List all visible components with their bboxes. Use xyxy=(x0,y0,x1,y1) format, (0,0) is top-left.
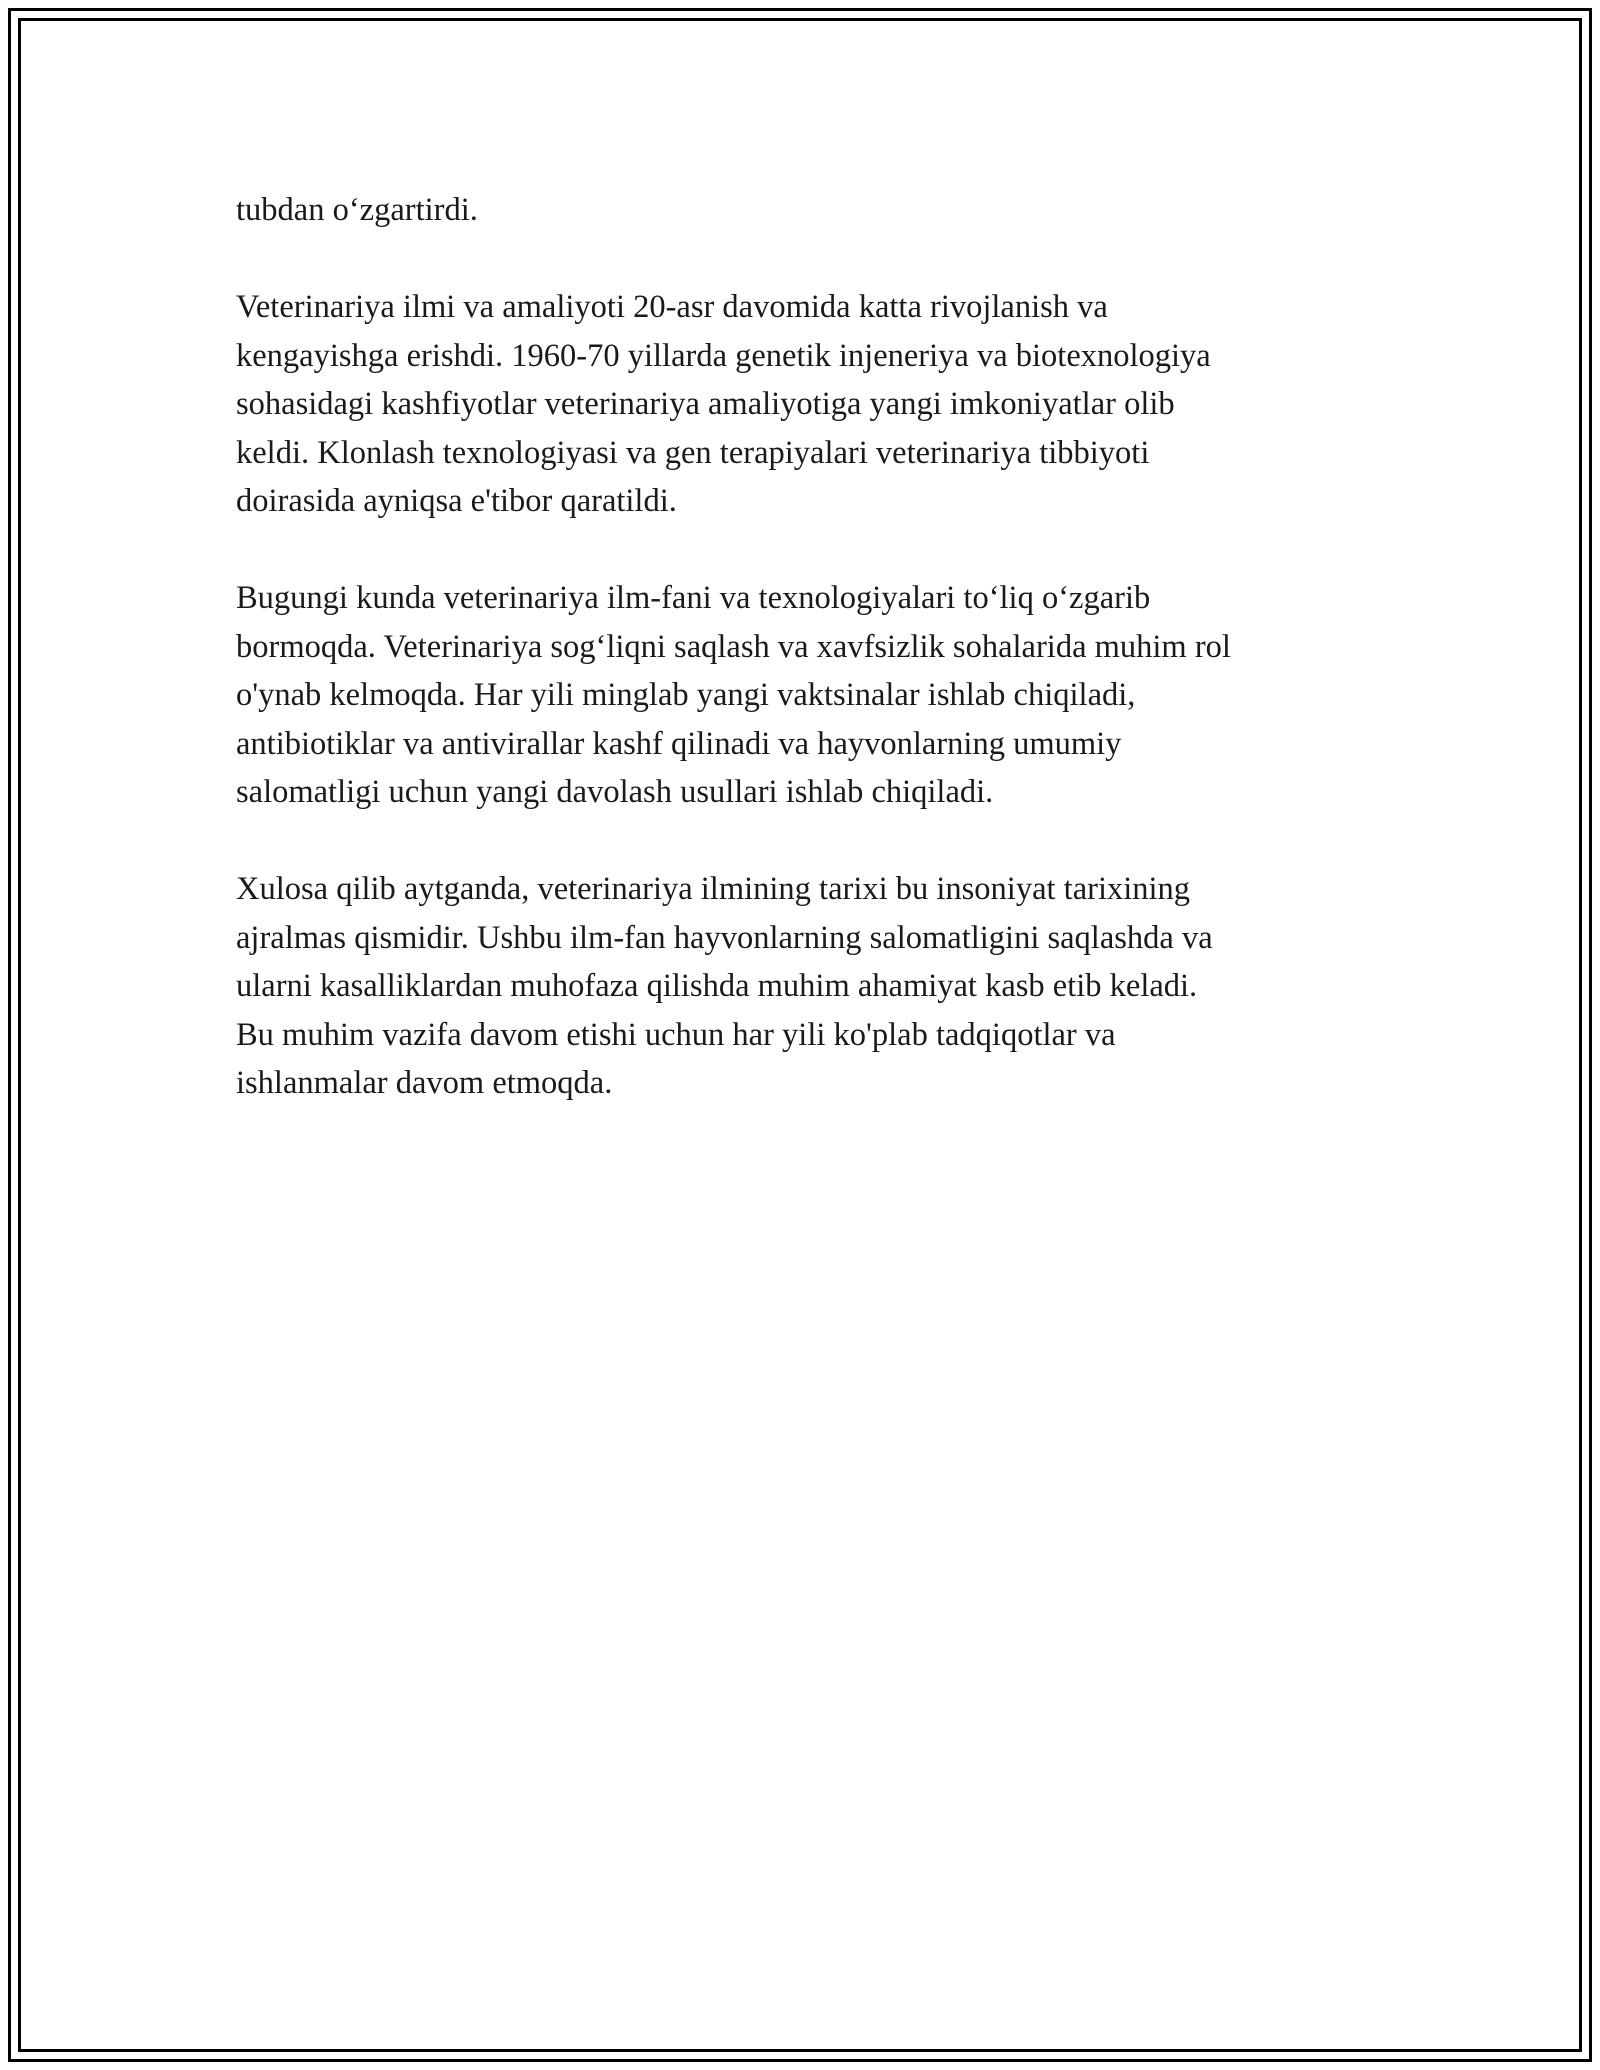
text-line: salomatligi uchun yangi davolash usullari ishlab chiqiladi. xyxy=(236,774,994,810)
paragraph-conclusion xyxy=(236,865,1396,1108)
paragraph-today xyxy=(236,574,1396,817)
text-line: Bugungi kunda veterinariya ilm-fani va texnologiyalari to‘liq o‘zgarib xyxy=(236,580,1151,616)
document-body xyxy=(236,186,1396,1156)
text-line: ishlanmalar davom etmoqda. xyxy=(236,1065,613,1101)
text-line: Veterinariya ilmi va amaliyoti 20-asr davomida katta rivojlanish va xyxy=(236,289,1108,325)
text-line: ularni kasalliklardan muhofaza qilishda muhim ahamiyat kasb etib keladi. xyxy=(236,968,1198,1004)
text-line: tubdan o‘zgartirdi. xyxy=(236,192,478,228)
paragraph-continuation xyxy=(236,186,1396,235)
text-line: Xulosa qilib aytganda, veterinariya ilmining tarixi bu insoniyat tarixining xyxy=(236,871,1191,907)
paragraph-20th-century xyxy=(236,283,1396,526)
text-line: keldi. Klonlash texnologiyasi va gen terapiyalari veterinariya tibbiyoti xyxy=(236,434,1150,471)
text-line: doirasida ayniqsa e'tibor qaratildi. xyxy=(236,483,677,519)
text-line: ajralmas qismidir. Ushbu ilm-fan hayvonlarning salomatligini saqlashda va xyxy=(236,919,1213,956)
text-line: antibiotiklar va antivirallar kashf qilinadi va hayvonlarning umumiy xyxy=(236,725,1122,762)
text-line: kengayishga erishdi. 1960-70 yillarda genetik injeneriya va biotexnologiya xyxy=(236,337,1211,374)
text-line: Bu muhim vazifa davom etishi uchun har yili ko'plab tadqiqotlar va xyxy=(236,1016,1116,1053)
text-line: sohasidagi kashfiyotlar veterinariya amaliyotiga yangi imkoniyatlar olib xyxy=(236,386,1175,422)
text-line: o'ynab kelmoqda. Har yili minglab yangi vaktsinalar ishlab chiqiladi, xyxy=(236,677,1136,713)
text-line: bormoqda. Veterinariya sog‘liqni saqlash va xavfsizlik sohalarida muhim rol xyxy=(236,628,1231,665)
